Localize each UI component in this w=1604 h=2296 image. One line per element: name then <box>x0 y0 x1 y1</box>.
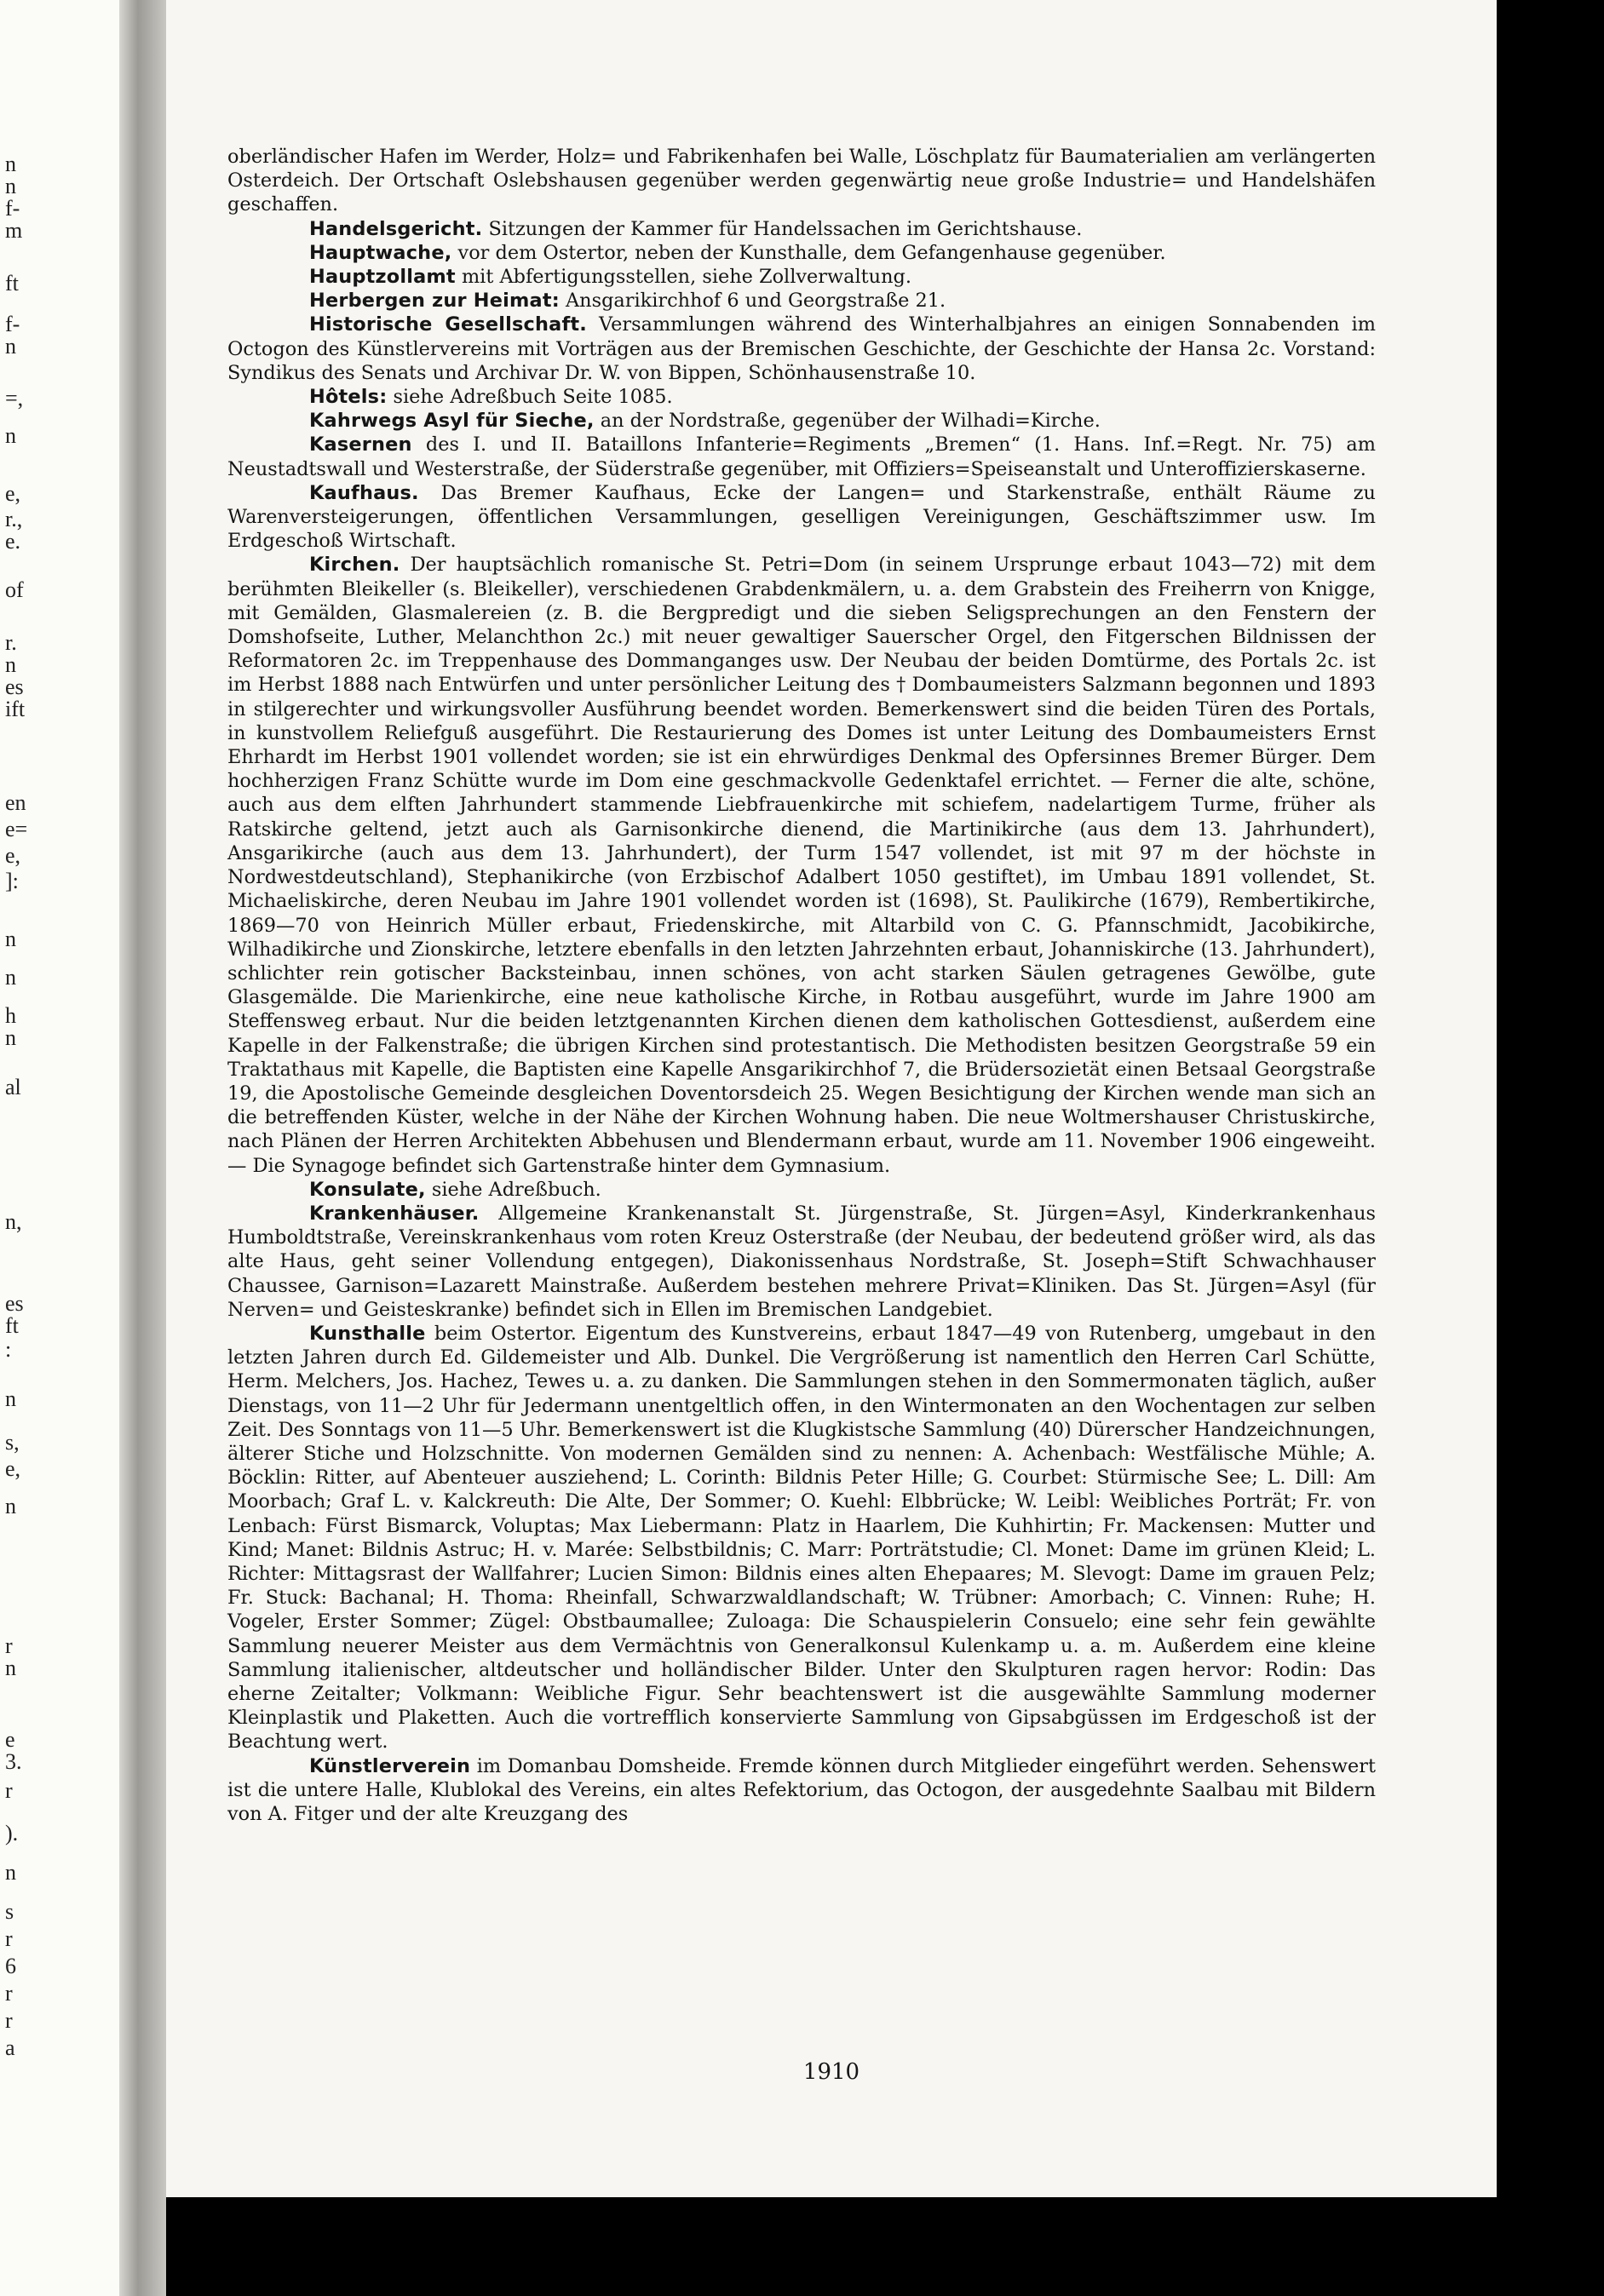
text-block <box>227 145 1376 1826</box>
entry-heading: Hauptwache, <box>309 241 452 264</box>
margin-fragment: n <box>5 174 16 198</box>
margin-fragment: h <box>5 1003 16 1028</box>
margin-fragment: m <box>5 218 23 243</box>
margin-fragment: ]: <box>5 869 19 893</box>
entry <box>227 1754 1376 1827</box>
entry-heading: Krankenhäuser. <box>309 1202 480 1225</box>
margin-fragment: es <box>5 1291 24 1316</box>
margin-fragment: en <box>5 790 26 815</box>
margin-fragment: ). <box>5 1821 19 1845</box>
entry <box>227 241 1376 265</box>
margin-fragment: n <box>5 334 16 359</box>
margin-fragment: of <box>5 577 24 602</box>
margin-fragment: a <box>5 2035 15 2060</box>
margin-fragment: e. <box>5 529 21 554</box>
margin-fragment: n, <box>5 1209 22 1234</box>
page-number: 1910 <box>802 2059 860 2085</box>
entry-body: Allgemeine Krankenanstalt St. Jürgenstraße, St. Jürgen=Asyl, Kinderkrankenhaus Humboldtstraße, Vereinskrankenhaus vom roten Kreuz Osterstraße (der Neubau, der bedeutend größer wird, als das alte Haus, geht seiner Vollendung entgegen), Diakonissenhaus Nordstraße, St. Joseph=Stift Schwachhauser Chaussee, Garnison=Lazarett Mainstraße. Außerdem bestehen mehrere Privat=Kliniken. Das St. Jürgen=Asyl (für Nerven= und Geisteskranke) befindet sich in Ellen im Bremischen Landgebiet. <box>227 1202 1376 1321</box>
margin-fragment: r <box>5 1981 13 2006</box>
margin-fragment: es <box>5 674 24 699</box>
margin-fragment: n <box>5 423 16 448</box>
entry <box>227 1322 1376 1754</box>
entry-body: mit Abfertigungsstellen, siehe Zollverwaltung. <box>461 266 911 289</box>
book-gutter <box>119 0 166 2296</box>
entry <box>227 553 1376 1177</box>
margin-fragment: n <box>5 927 16 951</box>
book-page <box>166 0 1497 2197</box>
entry-heading: Hauptzollamt <box>309 266 456 289</box>
entry-heading: Kahrwegs Asyl für Sieche, <box>309 410 595 433</box>
margin-fragment: n <box>5 152 16 176</box>
entry-heading: Kirchen. <box>309 554 400 577</box>
margin-fragment: e= <box>5 817 28 841</box>
entry <box>227 313 1376 385</box>
margin-fragment: e, <box>5 481 21 506</box>
entry-body: im Domanbau Domsheide. Fremde können durch Mitglieder eingeführt werden. Sehenswert ist die untere Halle, Klublokal des Vereins, ein altes Refektorium, das Octogon, der ausgedehnte Saalbau mit Bildern von A. Fitger und der alte Kreuzgang des <box>227 1754 1376 1826</box>
margin-fragment: r. <box>5 630 17 655</box>
entry <box>227 409 1376 433</box>
entry <box>227 289 1376 313</box>
margin-fragment: e, <box>5 1456 21 1481</box>
entry-body: siehe Adreßbuch Seite 1085. <box>393 386 673 409</box>
margin-fragment: r <box>5 1926 13 1951</box>
entry-body: des I. und II. Bataillons Infanterie=Regiments „Bremen“ (1. Hans. Inf.=Regt. Nr. 75) am Neustadtswall und Westerstraße, der Süderstraße gegenüber, mit Offiziers=Speiseanstalt und Unteroffizierskaserne. <box>227 433 1376 480</box>
entry-body: beim Ostertor. Eigentum des Kunstvereins, erbaut 1847—49 von Rutenberg, umgebaut in den letzten Jahren durch Ed. Gildemeister und Alb. Dunkel. Die Vergrößerung ist namentlich den Herren Carl Schütte, Herm. Melchers, Jos. Hachez, Tewes u. a. zu danken. Die Sammlungen stehen in den Sommermonaten täglich, außer Dienstags, von 11—2 Uhr für Jedermann unentgeltlich offen, in den Wintermonaten an den Wochentagen zur selben Zeit. Des Sonntags von 11—5 Uhr. Bemerkenswert ist die Klugkistsche Sammlung (40) Dürerscher Handzeichnungen, älterer Stiche und Holzschnitte. Von modernen Gemälden sind zu nennen: A. Achenbach: Westfälische Mühle; A. Böcklin: Ritter, auf Abenteuer ausziehend; L. Corinth: Bildnis Peter Hille; G. Courbet: Stürmische See; L. Dill: Am Moorbach; Graf L. v. Kalckreuth: Die Alte, Der Sommer; O. Kuehl: Elbbrücke; W. Leibl: Weibliches Porträt; Fr. von Lenbach: Fürst Bismarck, Voluptas; Max Liebermann: Platz in Haarlem, Die Kuhhirtin; Fr. Mackensen: Mutter und Kind; Manet: Bildnis Astruc; H. v. Marée: Selbstbildnis; C. Marr: Porträtstudie; Cl. Monet: Dame im grünen Kleid; L. Richter: Mittagsrast der Wallfahrer; Lucien Simon: Bildnis eines alten Ehepaares; M. Slevogt: Dame im grauen Pelz; Fr. Stuck: Bachanal; H. Thoma: Rheinfall, Schwarzwaldlandschaft; W. Trübner: Amorbach; C. Vinnen: Ruhe; H. Vogeler, Erster Sommer; Zügel: Obstbaumallee; Zuloaga: Die Schauspielerin Consuelo; eine sehr fein gewählte Sammlung neuerer Meister aus dem Vermächtnis von Generalkonsul Kulenkamp u. a. m. Außerdem eine kleine Sammlung italienischer, altdeutscher und holländischer Bilder. Unter den Skulpturen ragen hervor: Rodin: Das eherne Zeitalter; Volkmann: Weibliche Figur. Sehr beachtenswert ist die ausgewählte Sammlung moderner Kleinplastik und Plaketten. Auch die vortrefflich konservierte Sammlung von Gipsabgüssen im Erdgeschoß ist der Beachtung wert. <box>227 1322 1376 1754</box>
entry-body: Versammlungen während des Winterhalbjahres an einigen Sonnabenden im Octogon des Künstlervereins mit Vorträgen aus der Bremischen Geschichte, der Geschichte der Hansa 2c. Vorstand: Syndikus des Senats und Archivar Dr. W. von Bippen, Schönhausenstraße 10. <box>227 313 1377 384</box>
margin-fragment: s <box>5 1899 14 1924</box>
margin-fragment: 3. <box>5 1749 22 1774</box>
margin-fragment: n <box>5 965 16 990</box>
adjacent-page-fragment <box>0 0 119 2296</box>
margin-fragment: r., <box>5 507 23 531</box>
entry <box>227 433 1376 480</box>
margin-fragment: n <box>5 1386 16 1411</box>
margin-fragment: e, <box>5 843 21 868</box>
margin-fragment: r <box>5 2008 13 2033</box>
margin-fragment: al <box>5 1075 21 1099</box>
margin-fragment: n <box>5 1494 16 1518</box>
margin-fragment: s, <box>5 1430 20 1455</box>
entry-body: Der hauptsächlich romanische St. Petri=Dom (in seinem Ursprunge erbaut 1043—72) mit dem berühmten Bleikeller (s. Bleikeller), verschiedenen Grabdenkmälern, u. a. dem Grabstein des Freiherrn von Knigge, mit Gemälden, Glasmalereien (z. B. die Bergpredigt und die sieben Seligsprechungen an den Fenstern der Domshofseite, Luther, Melanchthon 2c.) mit neuer gewaltiger Sauerscher Orgel, den Fitgerschen Bildnissen der Reformatoren 2c. im Treppenhause des Dommanganges usw. Der Neubau der beiden Domtürme, des Portals 2c. ist im Herbst 1888 nach Entwürfen und unter persönlicher Leitung des † Dombaumeisters Salzmann begonnen und 1893 in stilgerechter und wirkungsvoller Ausführung beendet worden. Bemerkenswert sind die beiden Türen des Portals, in kunstvollem Reliefguß ausgeführt. Die Restaurierung des Domes ist unter Leitung des Dombaumeisters Ernst Ehrhardt im Herbst 1901 vollendet worden; sie ist ein ehrwürdiges Denkmal des Opfersinnes Bremer Bürger. Dem hochherzigen Franz Schütte wurde im Dom eine geschmackvolle Gedenktafel errichtet. — Ferner die alte, schöne, auch aus dem elften Jahrhundert stammende Liebfrauenkirche mit schiefem, nadelartigem Turme, früher als Ratskirche geltend, jetzt auch als Garnisonkirche dienend, die Martinikirche (aus dem 13. Jahrhundert), Ansgarikirche (auch aus dem 13. Jahrhundert), der Turm 1547 vollendet, ist mit 97 m der höchste in Nordwestdeutschland), Stephanikirche (von Erzbischof Adalbert 1050 gestiftet), im Umbau 1891 vollendet, St. Michaeliskirche, deren Neubau im Jahre 1901 vollendet worden ist (1698), St. Paulikirche (1679), Rembertikirche, 1869—70 von Heinrich Müller erbaut, Friedenskirche, mit Altarbild von C. G. Pfannschmidt, Jacobikirche, Wilhadikirche und Zionskirche, letztere ebenfalls in den letzten Jahrzehnten erbaut, Johanniskirche (13. Jahrhundert), schlichter rein gotischer Backsteinbau, innen schönes, von acht starken Säulen getragenes Gewölbe, gute Glasgemälde. Die Marienkirche, eine neue katholische Kirche, in Rotbau ausgeführt, wurde im Jahre 1900 am Steffensweg erbaut. Nur die beiden letztgenannten Kirchen dienen dem katholischen Gottesdienst, außerdem eine Kapelle in der Falkenstraße; die übrigen Kirchen sind protestantisch. Die Methodisten besitzen Georgstraße 59 ein Traktathaus mit Kapelle, die Baptisten eine Kapelle Ansgarikirchhof 7, die Brüdersozietät einen Betsaal Georgstraße 19, die Apostolische Gemeinde desgleichen Doventorsdeich 25. Wegen Besichtigung der Kirchen wende man sich an die betreffenden Küster, welche in der Nähe der Kirchen Wohnung haben. Die neue Woltmershauser Christuskirche, nach Plänen der Herren Architekten Abbehusen und Blendermann erbaut, wurde am 11. November 1906 eingeweiht. — Die Synagoge befindet sich Gartenstraße hinter dem Gymnasium. <box>227 554 1376 1177</box>
entry <box>227 1178 1376 1202</box>
entry <box>227 145 1376 217</box>
margin-fragment: : <box>5 1337 12 1362</box>
entry-body: siehe Adreßbuch. <box>431 1178 601 1201</box>
margin-fragment: r <box>5 1778 13 1803</box>
entry-heading: Historische Gesellschaft. <box>309 313 587 336</box>
entry-heading: Konsulate, <box>309 1178 426 1201</box>
entry-body: oberländischer Hafen im Werder, Holz= und Fabrikenhafen bei Walle, Löschplatz für Baumaterialien am verlängerten Osterdeich. Der Ortschaft Oslebshausen gegenüber werden gegenwärtig neue große Industrie= und Handelshäfen geschaffen. <box>227 146 1376 216</box>
margin-fragment: ft <box>5 271 19 296</box>
entry-body: Sitzungen der Kammer für Handelssachen im Gerichtshause. <box>488 217 1083 240</box>
entry <box>227 265 1376 289</box>
entry-heading: Hôtels: <box>309 386 388 409</box>
margin-fragment: n <box>5 1656 16 1680</box>
entry <box>227 217 1376 241</box>
margin-fragment: 6 <box>5 1954 16 1978</box>
entry-heading: Herbergen zur Heimat: <box>309 290 560 313</box>
entry-heading: Kasernen <box>309 433 412 456</box>
entry-heading: Handelsgericht. <box>309 217 483 240</box>
margin-fragment: r <box>5 1633 13 1658</box>
entry <box>227 1202 1376 1322</box>
margin-fragment: =, <box>5 386 24 410</box>
entry-body: Ansgarikirchhof 6 und Georgstraße 21. <box>566 290 946 313</box>
entry-heading: Künstlerverein <box>309 1754 471 1777</box>
margin-fragment: f- <box>5 196 20 221</box>
entry-heading: Kunsthalle <box>309 1322 426 1345</box>
entry-body: an der Nordstraße, gegenüber der Wilhadi=Kirche. <box>600 410 1101 433</box>
margin-fragment: ift <box>5 697 26 721</box>
entry-body: vor dem Ostertor, neben der Kunsthalle, dem Gefangenhause gegenüber. <box>457 241 1166 264</box>
entry-body: Das Bremer Kaufhaus, Ecke der Langen= und Starkenstraße, enthält Räume zu Warenversteigerungen, öffentlichen Versammlungen, geselligen Vereinigungen, Geschäftszimmer usw. Im Erdgeschoß Wirtschaft. <box>227 481 1376 553</box>
margin-fragment: e <box>5 1727 15 1752</box>
margin-fragment: ft <box>5 1313 19 1338</box>
margin-fragment: n <box>5 1860 16 1885</box>
margin-fragment: n <box>5 1025 16 1050</box>
margin-fragment: f- <box>5 312 20 336</box>
margin-fragment: n <box>5 652 16 677</box>
entry <box>227 481 1376 554</box>
entry <box>227 385 1376 409</box>
entry-heading: Kaufhaus. <box>309 481 419 504</box>
